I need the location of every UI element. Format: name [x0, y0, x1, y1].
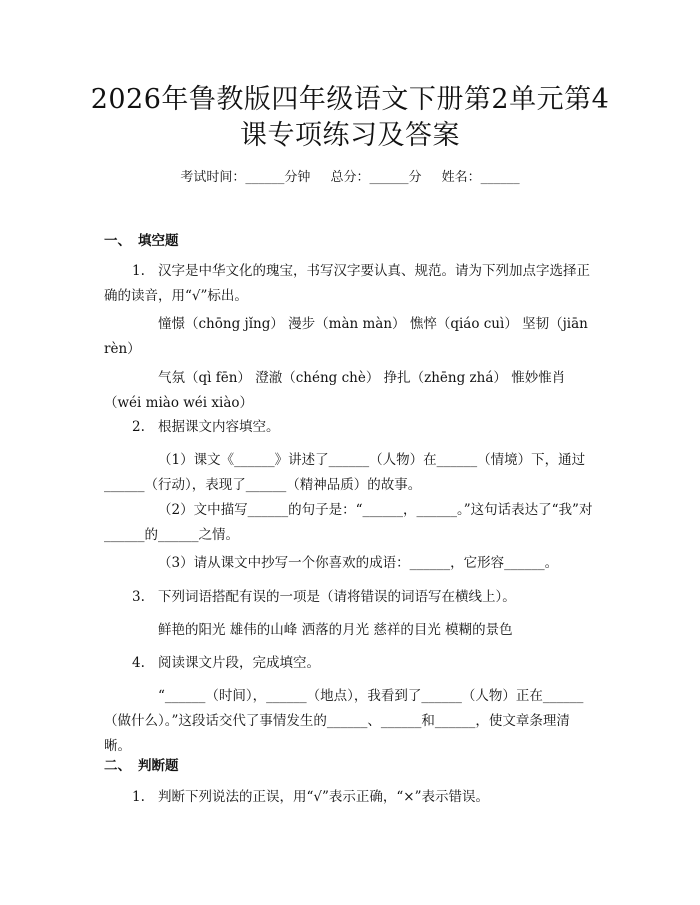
pinyin-line-2: 气氛（qì fēn） 澄澈（chéng chè） 挣扎（zhēng zhá） 惟妙惟肖（wéi miào wéi xiào）: [104, 370, 566, 411]
question-text: 阅读课文片段，完成填空。: [158, 655, 320, 671]
exam-meta: [0, 168, 700, 188]
section-number: 一、: [104, 233, 131, 249]
judge-question-1: [104, 785, 596, 810]
question-number: 3.: [132, 589, 145, 605]
exam-name: 姓名：______: [441, 170, 520, 185]
sub-question-1: （1）课文《______》讲述了______（人物）在______（情境）下，通过______（行动），表现了______（精神品质）的故事。: [104, 452, 586, 493]
sub-question-2: （2）文中描写______的句子是：“______，______。”这句话表达了“我”对______的______之情。: [104, 502, 593, 543]
question-number: 1.: [132, 263, 145, 279]
question-1: [104, 259, 596, 309]
page-title: 2026年鲁教版四年级语文下册第2单元第4课专项练习及答案: [90, 84, 610, 151]
section-heading-true-false: [104, 756, 179, 776]
question-text: 根据课文内容填空。: [158, 419, 280, 435]
question-text: 判断下列说法的正误，用“√”表示正确，“×”表示错误。: [158, 789, 490, 805]
sub-question-3: （3）请从课文中抄写一个你喜欢的成语：______，它形容______。: [158, 555, 559, 571]
section-title: 判断题: [138, 758, 179, 774]
section-title: 填空题: [138, 233, 179, 249]
section-heading-fill-blank: [104, 231, 179, 251]
question-number: 2.: [132, 419, 145, 435]
question-text: 汉字是中华文化的瑰宝，书写汉字要认真、规范。请为下列加点字选择正确的读音，用“√”标出。: [104, 263, 590, 304]
reading-passage: “______（时间），______（地点），我看到了______（人物）正在______（做什么）。”这段话交代了事情发生的______、______和______，使文章条理清晰。: [104, 688, 584, 754]
word-list: 鲜艳的阳光 雄伟的山峰 洒落的月光 慈祥的目光 模糊的景色: [158, 622, 513, 638]
pinyin-line-1: 憧憬（chōng jǐng） 漫步（màn màn） 憔悴（qiáo cuì） 坚韧（jiān rèn）: [104, 316, 588, 357]
exam-time: 考试时间：______分钟: [180, 170, 311, 185]
question-2: [104, 415, 596, 440]
question-3: [104, 585, 596, 610]
exam-score: 总分：______分: [330, 170, 422, 185]
question-number: 1.: [132, 789, 145, 805]
question-text: 下列词语搭配有误的一项是（请将错误的词语写在横线上）。: [158, 589, 516, 605]
section-number: 二、: [104, 758, 131, 774]
question-4: [104, 651, 596, 676]
question-number: 4.: [132, 655, 145, 671]
